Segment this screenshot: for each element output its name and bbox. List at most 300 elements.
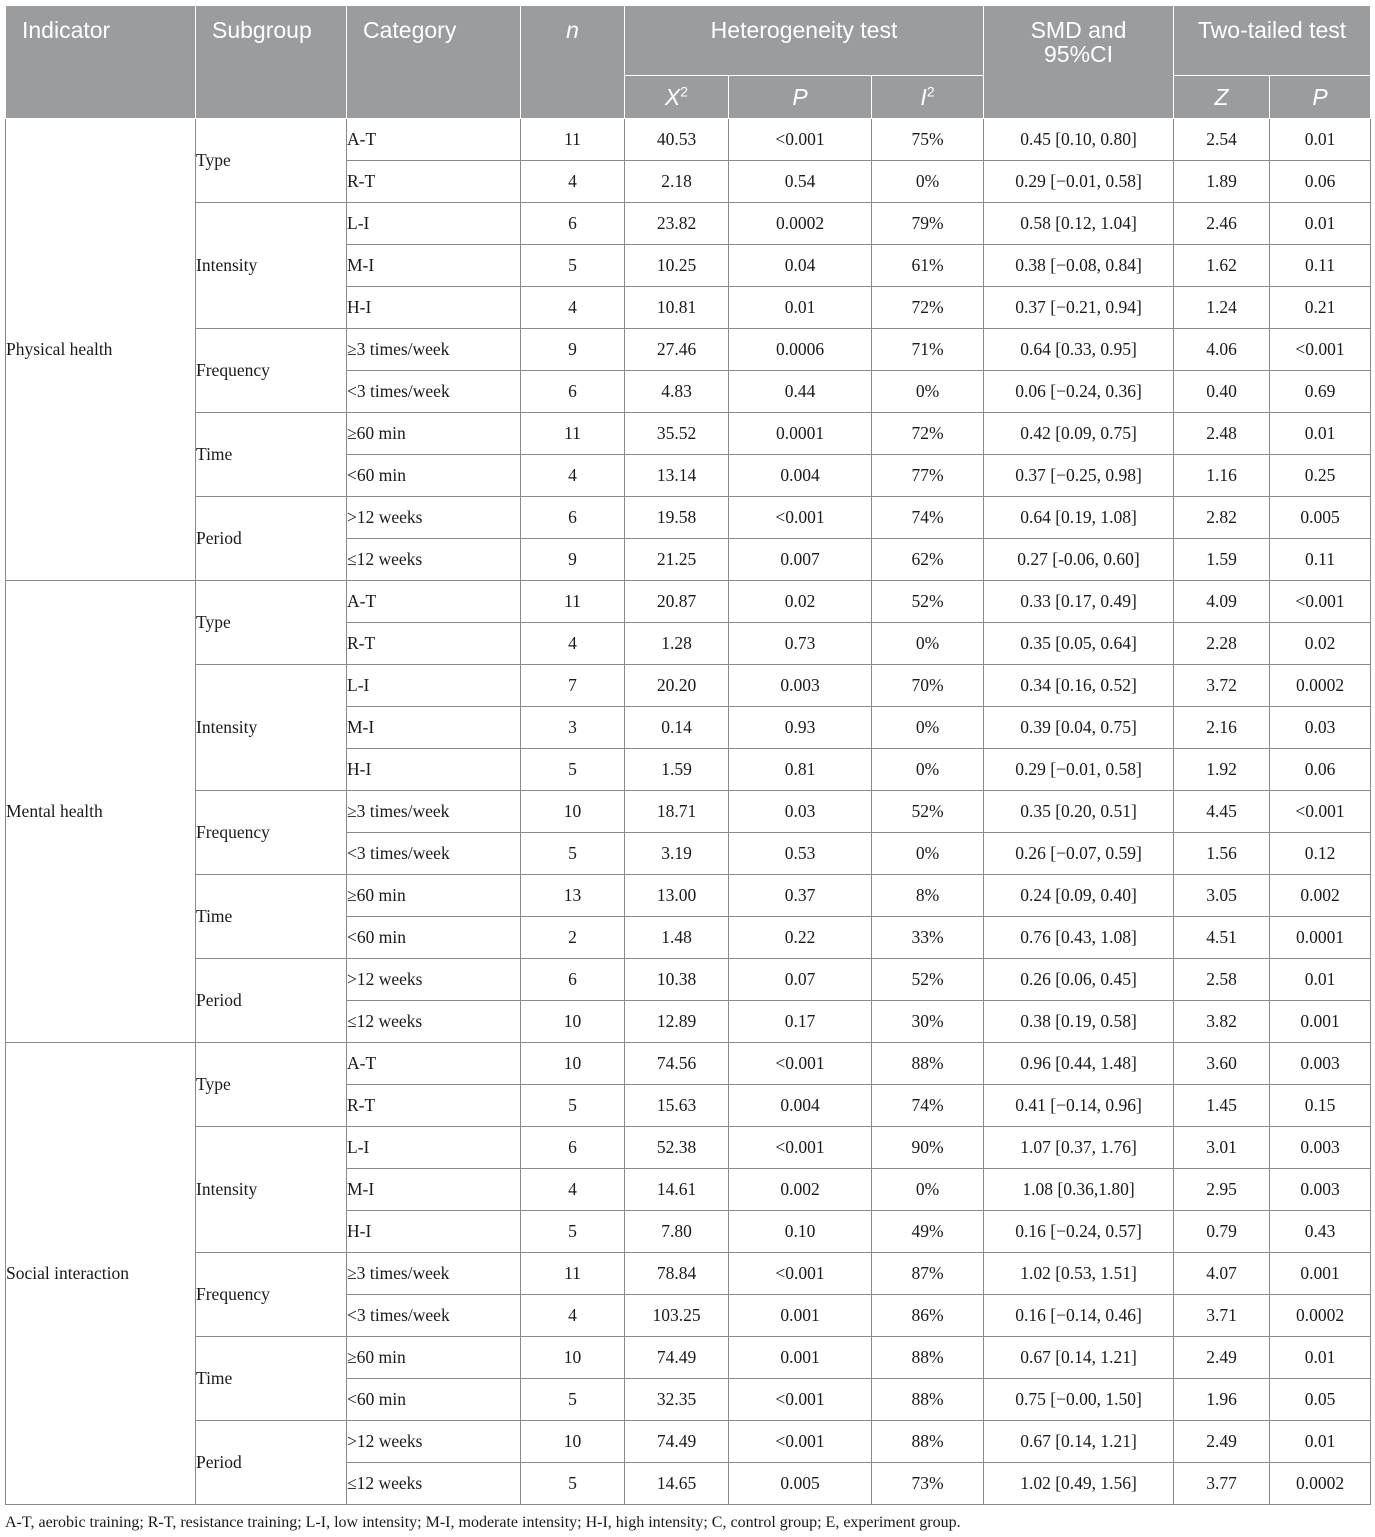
cell-category: ≥3 times/week — [347, 329, 521, 371]
cell-smd-ci: 0.38 [0.19, 0.58] — [984, 1001, 1174, 1043]
table-row — [6, 119, 1371, 161]
cell-smd-ci: 0.75 [−0.00, 1.50] — [984, 1379, 1174, 1421]
cell-z: 0.40 — [1174, 371, 1270, 413]
cell-p-heterogeneity: 0.002 — [729, 1169, 872, 1211]
subgroup-cell: Intensity — [196, 203, 347, 329]
cell-smd-ci: 0.29 [−0.01, 0.58] — [984, 161, 1174, 203]
header-i2: $I^2$ — [872, 76, 984, 119]
cell-x2: 13.00 — [625, 875, 729, 917]
cell-p-heterogeneity: <0.001 — [729, 119, 872, 161]
cell-i2: 87% — [872, 1253, 984, 1295]
cell-n: 11 — [521, 119, 625, 161]
table-row — [6, 329, 1371, 371]
cell-category: <60 min — [347, 1379, 521, 1421]
cell-x2: 74.49 — [625, 1337, 729, 1379]
cell-z: 4.07 — [1174, 1253, 1270, 1295]
cell-p-heterogeneity: 0.54 — [729, 161, 872, 203]
cell-p-two-tailed: 0.001 — [1270, 1253, 1371, 1295]
table-row — [6, 413, 1371, 455]
cell-category: <3 times/week — [347, 833, 521, 875]
cell-smd-ci: 0.41 [−0.14, 0.96] — [984, 1085, 1174, 1127]
cell-n: 11 — [521, 581, 625, 623]
cell-n: 7 — [521, 665, 625, 707]
cell-i2: 0% — [872, 371, 984, 413]
header-smd-line2: 95%CI — [1044, 41, 1114, 68]
table-row — [6, 1043, 1371, 1085]
cell-z: 3.60 — [1174, 1043, 1270, 1085]
cell-n: 6 — [521, 1127, 625, 1169]
cell-i2: 74% — [872, 497, 984, 539]
cell-i2: 0% — [872, 707, 984, 749]
table-row — [6, 1127, 1371, 1169]
subgroup-cell: Frequency — [196, 791, 347, 875]
cell-category: ≥3 times/week — [347, 1253, 521, 1295]
table-row — [6, 959, 1371, 1001]
cell-smd-ci: 0.38 [−0.08, 0.84] — [984, 245, 1174, 287]
cell-category: H-I — [347, 1211, 521, 1253]
cell-z: 1.16 — [1174, 455, 1270, 497]
subgroup-cell: Type — [196, 119, 347, 203]
cell-n: 3 — [521, 707, 625, 749]
cell-smd-ci: 0.06 [−0.24, 0.36] — [984, 371, 1174, 413]
cell-i2: 61% — [872, 245, 984, 287]
cell-i2: 8% — [872, 875, 984, 917]
cell-z: 2.46 — [1174, 203, 1270, 245]
cell-x2: 13.14 — [625, 455, 729, 497]
cell-x2: 20.87 — [625, 581, 729, 623]
cell-p-heterogeneity: 0.001 — [729, 1337, 872, 1379]
cell-x2: 20.20 — [625, 665, 729, 707]
cell-p-two-tailed: 0.15 — [1270, 1085, 1371, 1127]
cell-category: ≥60 min — [347, 875, 521, 917]
cell-smd-ci: 0.37 [−0.25, 0.98] — [984, 455, 1174, 497]
cell-p-two-tailed: 0.01 — [1270, 203, 1371, 245]
cell-category: R-T — [347, 1085, 521, 1127]
header-z: Z — [1174, 76, 1270, 119]
table-row — [6, 497, 1371, 539]
cell-smd-ci: 0.35 [0.20, 0.51] — [984, 791, 1174, 833]
cell-category: ≤12 weeks — [347, 1463, 521, 1505]
table-container — [5, 5, 1370, 1532]
cell-z: 3.05 — [1174, 875, 1270, 917]
table-row — [6, 791, 1371, 833]
cell-x2: 78.84 — [625, 1253, 729, 1295]
subgroup-cell: Time — [196, 1337, 347, 1421]
cell-smd-ci: 0.45 [0.10, 0.80] — [984, 119, 1174, 161]
subgroup-cell: Type — [196, 581, 347, 665]
cell-x2: 103.25 — [625, 1295, 729, 1337]
cell-smd-ci: 0.29 [−0.01, 0.58] — [984, 749, 1174, 791]
cell-z: 4.45 — [1174, 791, 1270, 833]
cell-category: <3 times/week — [347, 371, 521, 413]
cell-x2: 2.18 — [625, 161, 729, 203]
cell-category: ≤12 weeks — [347, 539, 521, 581]
subgroup-cell: Intensity — [196, 665, 347, 791]
cell-i2: 70% — [872, 665, 984, 707]
cell-smd-ci: 0.37 [−0.21, 0.94] — [984, 287, 1174, 329]
cell-i2: 0% — [872, 161, 984, 203]
cell-i2: 79% — [872, 203, 984, 245]
header-category: Category — [347, 6, 521, 119]
subgroup-cell: Type — [196, 1043, 347, 1127]
cell-x2: 15.63 — [625, 1085, 729, 1127]
cell-z: 4.51 — [1174, 917, 1270, 959]
cell-p-two-tailed: 0.002 — [1270, 875, 1371, 917]
cell-p-heterogeneity: 0.93 — [729, 707, 872, 749]
cell-p-two-tailed: 0.69 — [1270, 371, 1371, 413]
header-n: n — [521, 6, 625, 119]
cell-smd-ci: 0.67 [0.14, 1.21] — [984, 1337, 1174, 1379]
cell-p-two-tailed: <0.001 — [1270, 791, 1371, 833]
cell-p-heterogeneity: 0.0001 — [729, 413, 872, 455]
table-header — [6, 6, 1371, 119]
cell-smd-ci: 0.33 [0.17, 0.49] — [984, 581, 1174, 623]
cell-n: 6 — [521, 203, 625, 245]
cell-category: H-I — [347, 749, 521, 791]
cell-smd-ci: 0.35 [0.05, 0.64] — [984, 623, 1174, 665]
cell-p-heterogeneity: 0.10 — [729, 1211, 872, 1253]
cell-n: 11 — [521, 413, 625, 455]
cell-i2: 88% — [872, 1043, 984, 1085]
cell-p-two-tailed: 0.21 — [1270, 287, 1371, 329]
cell-z: 2.82 — [1174, 497, 1270, 539]
cell-smd-ci: 1.02 [0.53, 1.51] — [984, 1253, 1174, 1295]
cell-category: L-I — [347, 203, 521, 245]
cell-category: M-I — [347, 707, 521, 749]
cell-z: 1.59 — [1174, 539, 1270, 581]
cell-p-heterogeneity: 0.004 — [729, 1085, 872, 1127]
cell-z: 3.82 — [1174, 1001, 1270, 1043]
cell-x2: 12.89 — [625, 1001, 729, 1043]
cell-smd-ci: 0.39 [0.04, 0.75] — [984, 707, 1174, 749]
header-heterogeneity-test: Heterogeneity test — [625, 6, 984, 76]
table-row — [6, 1337, 1371, 1379]
cell-p-heterogeneity: 0.004 — [729, 455, 872, 497]
cell-p-two-tailed: 0.01 — [1270, 959, 1371, 1001]
subgroup-cell: Period — [196, 1421, 347, 1505]
cell-p-two-tailed: 0.003 — [1270, 1043, 1371, 1085]
cell-p-heterogeneity: <0.001 — [729, 497, 872, 539]
cell-p-two-tailed: 0.01 — [1270, 1421, 1371, 1463]
cell-n: 2 — [521, 917, 625, 959]
cell-p-two-tailed: 0.01 — [1270, 1337, 1371, 1379]
cell-x2: 27.46 — [625, 329, 729, 371]
cell-i2: 0% — [872, 749, 984, 791]
cell-smd-ci: 0.16 [−0.14, 0.46] — [984, 1295, 1174, 1337]
cell-category: >12 weeks — [347, 497, 521, 539]
subgroup-cell: Frequency — [196, 329, 347, 413]
cell-n: 10 — [521, 1001, 625, 1043]
cell-category: ≥60 min — [347, 1337, 521, 1379]
cell-category: <3 times/week — [347, 1295, 521, 1337]
subgroup-cell: Period — [196, 497, 347, 581]
cell-i2: 75% — [872, 119, 984, 161]
cell-x2: 40.53 — [625, 119, 729, 161]
cell-category: A-T — [347, 581, 521, 623]
cell-category: ≥60 min — [347, 413, 521, 455]
cell-z: 2.54 — [1174, 119, 1270, 161]
cell-p-heterogeneity: 0.17 — [729, 1001, 872, 1043]
cell-z: 3.77 — [1174, 1463, 1270, 1505]
cell-p-two-tailed: 0.11 — [1270, 539, 1371, 581]
cell-i2: 52% — [872, 959, 984, 1001]
cell-i2: 52% — [872, 791, 984, 833]
cell-i2: 88% — [872, 1337, 984, 1379]
indicator-cell: Physical health — [6, 119, 196, 581]
cell-i2: 90% — [872, 1127, 984, 1169]
cell-n: 10 — [521, 791, 625, 833]
cell-z: 4.09 — [1174, 581, 1270, 623]
subgroup-cell: Time — [196, 875, 347, 959]
cell-i2: 30% — [872, 1001, 984, 1043]
cell-n: 6 — [521, 497, 625, 539]
cell-i2: 88% — [872, 1379, 984, 1421]
header-smd-line1: SMD and — [1030, 17, 1127, 43]
cell-n: 9 — [521, 539, 625, 581]
cell-x2: 74.49 — [625, 1421, 729, 1463]
cell-z: 2.58 — [1174, 959, 1270, 1001]
cell-category: R-T — [347, 623, 521, 665]
subgroup-cell: Period — [196, 959, 347, 1043]
table-row — [6, 1253, 1371, 1295]
cell-category: L-I — [347, 665, 521, 707]
cell-i2: 86% — [872, 1295, 984, 1337]
cell-smd-ci: 0.34 [0.16, 0.52] — [984, 665, 1174, 707]
cell-n: 5 — [521, 245, 625, 287]
cell-x2: 23.82 — [625, 203, 729, 245]
cell-x2: 19.58 — [625, 497, 729, 539]
cell-i2: 73% — [872, 1463, 984, 1505]
cell-n: 4 — [521, 1169, 625, 1211]
cell-n: 4 — [521, 1295, 625, 1337]
cell-x2: 21.25 — [625, 539, 729, 581]
cell-p-heterogeneity: 0.04 — [729, 245, 872, 287]
header-x2: $X^2$ — [625, 76, 729, 119]
header-p-heterogeneity: P — [729, 76, 872, 119]
cell-p-heterogeneity: 0.007 — [729, 539, 872, 581]
cell-p-heterogeneity: <0.001 — [729, 1379, 872, 1421]
cell-p-two-tailed: 0.25 — [1270, 455, 1371, 497]
cell-x2: 10.38 — [625, 959, 729, 1001]
cell-p-two-tailed: 0.003 — [1270, 1169, 1371, 1211]
cell-z: 2.49 — [1174, 1421, 1270, 1463]
header-smd-ci — [984, 6, 1174, 119]
cell-p-heterogeneity: <0.001 — [729, 1127, 872, 1169]
cell-i2: 0% — [872, 1169, 984, 1211]
cell-p-two-tailed: 0.02 — [1270, 623, 1371, 665]
cell-smd-ci: 0.26 [−0.07, 0.59] — [984, 833, 1174, 875]
cell-p-two-tailed: 0.06 — [1270, 749, 1371, 791]
cell-n: 4 — [521, 287, 625, 329]
cell-x2: 7.80 — [625, 1211, 729, 1253]
subgroup-cell: Frequency — [196, 1253, 347, 1337]
cell-z: 2.28 — [1174, 623, 1270, 665]
cell-category: <60 min — [347, 917, 521, 959]
cell-n: 4 — [521, 455, 625, 497]
cell-p-heterogeneity: <0.001 — [729, 1043, 872, 1085]
cell-n: 5 — [521, 833, 625, 875]
cell-z: 1.92 — [1174, 749, 1270, 791]
cell-category: A-T — [347, 119, 521, 161]
cell-p-two-tailed: 0.12 — [1270, 833, 1371, 875]
header-two-tailed-test: Two-tailed test — [1174, 6, 1371, 76]
subgroup-analysis-table — [5, 5, 1371, 1505]
cell-i2: 77% — [872, 455, 984, 497]
table-row — [6, 875, 1371, 917]
cell-i2: 62% — [872, 539, 984, 581]
cell-n: 5 — [521, 1463, 625, 1505]
cell-x2: 52.38 — [625, 1127, 729, 1169]
cell-x2: 3.19 — [625, 833, 729, 875]
cell-z: 2.48 — [1174, 413, 1270, 455]
cell-category: >12 weeks — [347, 1421, 521, 1463]
cell-p-heterogeneity: 0.005 — [729, 1463, 872, 1505]
cell-p-heterogeneity: 0.001 — [729, 1295, 872, 1337]
cell-i2: 74% — [872, 1085, 984, 1127]
cell-p-heterogeneity: 0.07 — [729, 959, 872, 1001]
cell-p-heterogeneity: 0.02 — [729, 581, 872, 623]
cell-x2: 10.25 — [625, 245, 729, 287]
cell-smd-ci: 0.42 [0.09, 0.75] — [984, 413, 1174, 455]
cell-category: L-I — [347, 1127, 521, 1169]
cell-p-heterogeneity: 0.01 — [729, 287, 872, 329]
cell-p-heterogeneity: 0.0006 — [729, 329, 872, 371]
indicator-cell: Social interaction — [6, 1043, 196, 1505]
cell-z: 1.45 — [1174, 1085, 1270, 1127]
cell-p-two-tailed: 0.003 — [1270, 1127, 1371, 1169]
subgroup-cell: Time — [196, 413, 347, 497]
cell-z: 3.71 — [1174, 1295, 1270, 1337]
cell-smd-ci: 0.67 [0.14, 1.21] — [984, 1421, 1174, 1463]
cell-x2: 1.48 — [625, 917, 729, 959]
cell-p-two-tailed: 0.06 — [1270, 161, 1371, 203]
cell-x2: 14.61 — [625, 1169, 729, 1211]
cell-smd-ci: 1.02 [0.49, 1.56] — [984, 1463, 1174, 1505]
cell-i2: 49% — [872, 1211, 984, 1253]
cell-x2: 74.56 — [625, 1043, 729, 1085]
cell-p-heterogeneity: 0.81 — [729, 749, 872, 791]
cell-i2: 88% — [872, 1421, 984, 1463]
cell-n: 5 — [521, 1211, 625, 1253]
cell-category: ≥3 times/week — [347, 791, 521, 833]
cell-smd-ci: 1.08 [0.36,1.80] — [984, 1169, 1174, 1211]
cell-p-heterogeneity: 0.003 — [729, 665, 872, 707]
cell-p-two-tailed: 0.03 — [1270, 707, 1371, 749]
cell-i2: 0% — [872, 623, 984, 665]
cell-z: 3.01 — [1174, 1127, 1270, 1169]
table-row — [6, 1421, 1371, 1463]
cell-n: 11 — [521, 1253, 625, 1295]
cell-n: 4 — [521, 623, 625, 665]
cell-n: 10 — [521, 1043, 625, 1085]
cell-p-two-tailed: <0.001 — [1270, 581, 1371, 623]
table-footnote: A-T, aerobic training; R-T, resistance training; L-I, low intensity; M-I, moderate intensity; H-I, high intensity; C, control group; E, experiment group. — [5, 1514, 961, 1531]
cell-n: 9 — [521, 329, 625, 371]
cell-category: M-I — [347, 245, 521, 287]
cell-category: >12 weeks — [347, 959, 521, 1001]
cell-p-two-tailed: 0.005 — [1270, 497, 1371, 539]
cell-n: 5 — [521, 749, 625, 791]
cell-x2: 1.59 — [625, 749, 729, 791]
cell-z: 2.16 — [1174, 707, 1270, 749]
cell-smd-ci: 0.16 [−0.24, 0.57] — [984, 1211, 1174, 1253]
cell-x2: 10.81 — [625, 287, 729, 329]
cell-i2: 71% — [872, 329, 984, 371]
cell-p-heterogeneity: 0.22 — [729, 917, 872, 959]
cell-z: 1.62 — [1174, 245, 1270, 287]
cell-z: 0.79 — [1174, 1211, 1270, 1253]
cell-p-heterogeneity: <0.001 — [729, 1253, 872, 1295]
cell-x2: 32.35 — [625, 1379, 729, 1421]
cell-p-heterogeneity: 0.0002 — [729, 203, 872, 245]
cell-smd-ci: 0.96 [0.44, 1.48] — [984, 1043, 1174, 1085]
header-subgroup: Subgroup — [196, 6, 347, 119]
cell-category: H-I — [347, 287, 521, 329]
cell-z: 1.56 — [1174, 833, 1270, 875]
cell-p-two-tailed: <0.001 — [1270, 329, 1371, 371]
cell-p-two-tailed: 0.05 — [1270, 1379, 1371, 1421]
cell-z: 3.72 — [1174, 665, 1270, 707]
table-body — [6, 119, 1371, 1505]
cell-p-two-tailed: 0.0002 — [1270, 665, 1371, 707]
cell-p-two-tailed: 0.01 — [1270, 119, 1371, 161]
cell-p-heterogeneity: 0.44 — [729, 371, 872, 413]
cell-z: 1.24 — [1174, 287, 1270, 329]
cell-n: 4 — [521, 161, 625, 203]
cell-p-heterogeneity: 0.53 — [729, 833, 872, 875]
cell-z: 4.06 — [1174, 329, 1270, 371]
cell-x2: 0.14 — [625, 707, 729, 749]
cell-p-heterogeneity: 0.73 — [729, 623, 872, 665]
cell-z: 1.96 — [1174, 1379, 1270, 1421]
cell-x2: 14.65 — [625, 1463, 729, 1505]
cell-p-two-tailed: 0.0002 — [1270, 1463, 1371, 1505]
cell-i2: 72% — [872, 413, 984, 455]
cell-p-two-tailed: 0.43 — [1270, 1211, 1371, 1253]
cell-smd-ci: 1.07 [0.37, 1.76] — [984, 1127, 1174, 1169]
cell-smd-ci: 0.58 [0.12, 1.04] — [984, 203, 1174, 245]
cell-category: ≤12 weeks — [347, 1001, 521, 1043]
cell-i2: 52% — [872, 581, 984, 623]
table-row — [6, 203, 1371, 245]
cell-p-two-tailed: 0.0001 — [1270, 917, 1371, 959]
cell-smd-ci: 0.24 [0.09, 0.40] — [984, 875, 1174, 917]
cell-category: <60 min — [347, 455, 521, 497]
cell-n: 13 — [521, 875, 625, 917]
cell-smd-ci: 0.64 [0.33, 0.95] — [984, 329, 1174, 371]
table-row — [6, 665, 1371, 707]
cell-smd-ci: 0.27 [-0.06, 0.60] — [984, 539, 1174, 581]
table-row — [6, 581, 1371, 623]
cell-p-two-tailed: 0.01 — [1270, 413, 1371, 455]
cell-i2: 33% — [872, 917, 984, 959]
cell-n: 10 — [521, 1337, 625, 1379]
cell-x2: 35.52 — [625, 413, 729, 455]
cell-smd-ci: 0.64 [0.19, 1.08] — [984, 497, 1174, 539]
cell-p-two-tailed: 0.11 — [1270, 245, 1371, 287]
subgroup-cell: Intensity — [196, 1127, 347, 1253]
cell-x2: 18.71 — [625, 791, 729, 833]
cell-p-heterogeneity: <0.001 — [729, 1421, 872, 1463]
cell-p-heterogeneity: 0.03 — [729, 791, 872, 833]
cell-category: M-I — [347, 1169, 521, 1211]
cell-i2: 0% — [872, 833, 984, 875]
cell-n: 6 — [521, 959, 625, 1001]
cell-category: A-T — [347, 1043, 521, 1085]
cell-n: 6 — [521, 371, 625, 413]
cell-z: 2.49 — [1174, 1337, 1270, 1379]
header-p-two-tailed: P — [1270, 76, 1371, 119]
